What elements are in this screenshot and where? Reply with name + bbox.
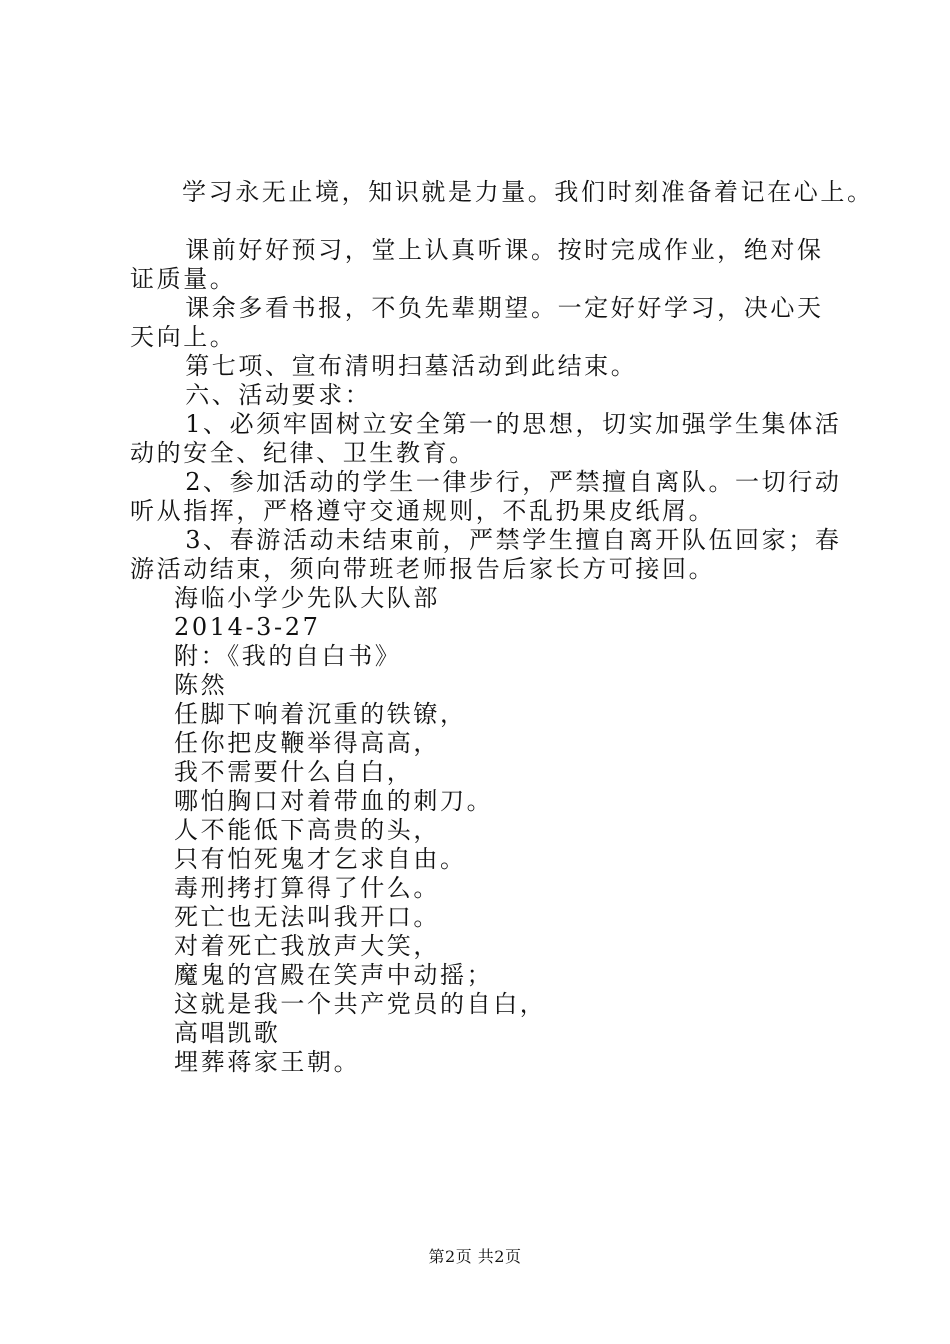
poem-author: 陈然 (174, 671, 228, 699)
paragraph: 课余多看书报，不负先辈期望。一定好好学习，决心天天向上。 (130, 294, 824, 351)
poem-line: 毒刑拷打算得了什么。 (174, 874, 440, 902)
paragraph: 2、参加活动的学生一律步行，严禁擅自离队。一切行动听从指挥，严格遵守交通规则，不乱扔果皮纸屑。 (130, 468, 842, 525)
signature-line: 海临小学少先队大队部 (174, 584, 440, 612)
poem-line: 我不需要什么自白， (174, 758, 414, 786)
poem-line: 魔鬼的宫殿在笑声中动摇； (174, 961, 494, 989)
poem-line: 这就是我一个共产党员的自白， (174, 990, 547, 1018)
paragraph: 3、春游活动未结束前，严禁学生擅自离开队伍回家；春游活动结束，须向带班老师报告后家长方可接回。 (130, 526, 842, 583)
paragraph: 第七项、宣布清明扫墓活动到此结束。 (185, 352, 638, 380)
poem-line: 任脚下响着沉重的铁镣， (174, 700, 467, 728)
poem-line: 高唱凯歌 (174, 1019, 281, 1047)
paragraph: 六、活动要求： (185, 381, 372, 409)
paragraph: 学习永无止境，知识就是力量。我们时刻准备着记在心上。 (182, 178, 874, 206)
poem-line: 埋葬蒋家王朝。 (174, 1048, 361, 1076)
poem-line: 人不能低下高贵的头， (174, 816, 440, 844)
paragraph-block-first (130, 178, 890, 207)
page-number-label: 第2页 共2页 (428, 1247, 522, 1266)
paragraph: 1、必须牢固树立安全第一的思想，切实加强学生集体活动的安全、纪律、卫生教育。 (130, 410, 842, 467)
date-line: 2014-3-27 (174, 613, 321, 641)
poem-line: 死亡也无法叫我开口。 (174, 903, 440, 931)
poem-line: 任你把皮鞭举得高高， (174, 729, 440, 757)
poem-line: 哪怕胸口对着带血的刺刀。 (174, 787, 494, 815)
page-footer (0, 1244, 950, 1267)
appendix-title: 附：《我的自白书》 (174, 642, 402, 670)
body-text (130, 236, 850, 1077)
paragraph: 课前好好预习，堂上认真听课。按时完成作业，绝对保证质量。 (130, 236, 824, 293)
poem-line: 只有怕死鬼才乞求自由。 (174, 845, 467, 873)
poem-line: 对着死亡我放声大笑， (174, 932, 440, 960)
